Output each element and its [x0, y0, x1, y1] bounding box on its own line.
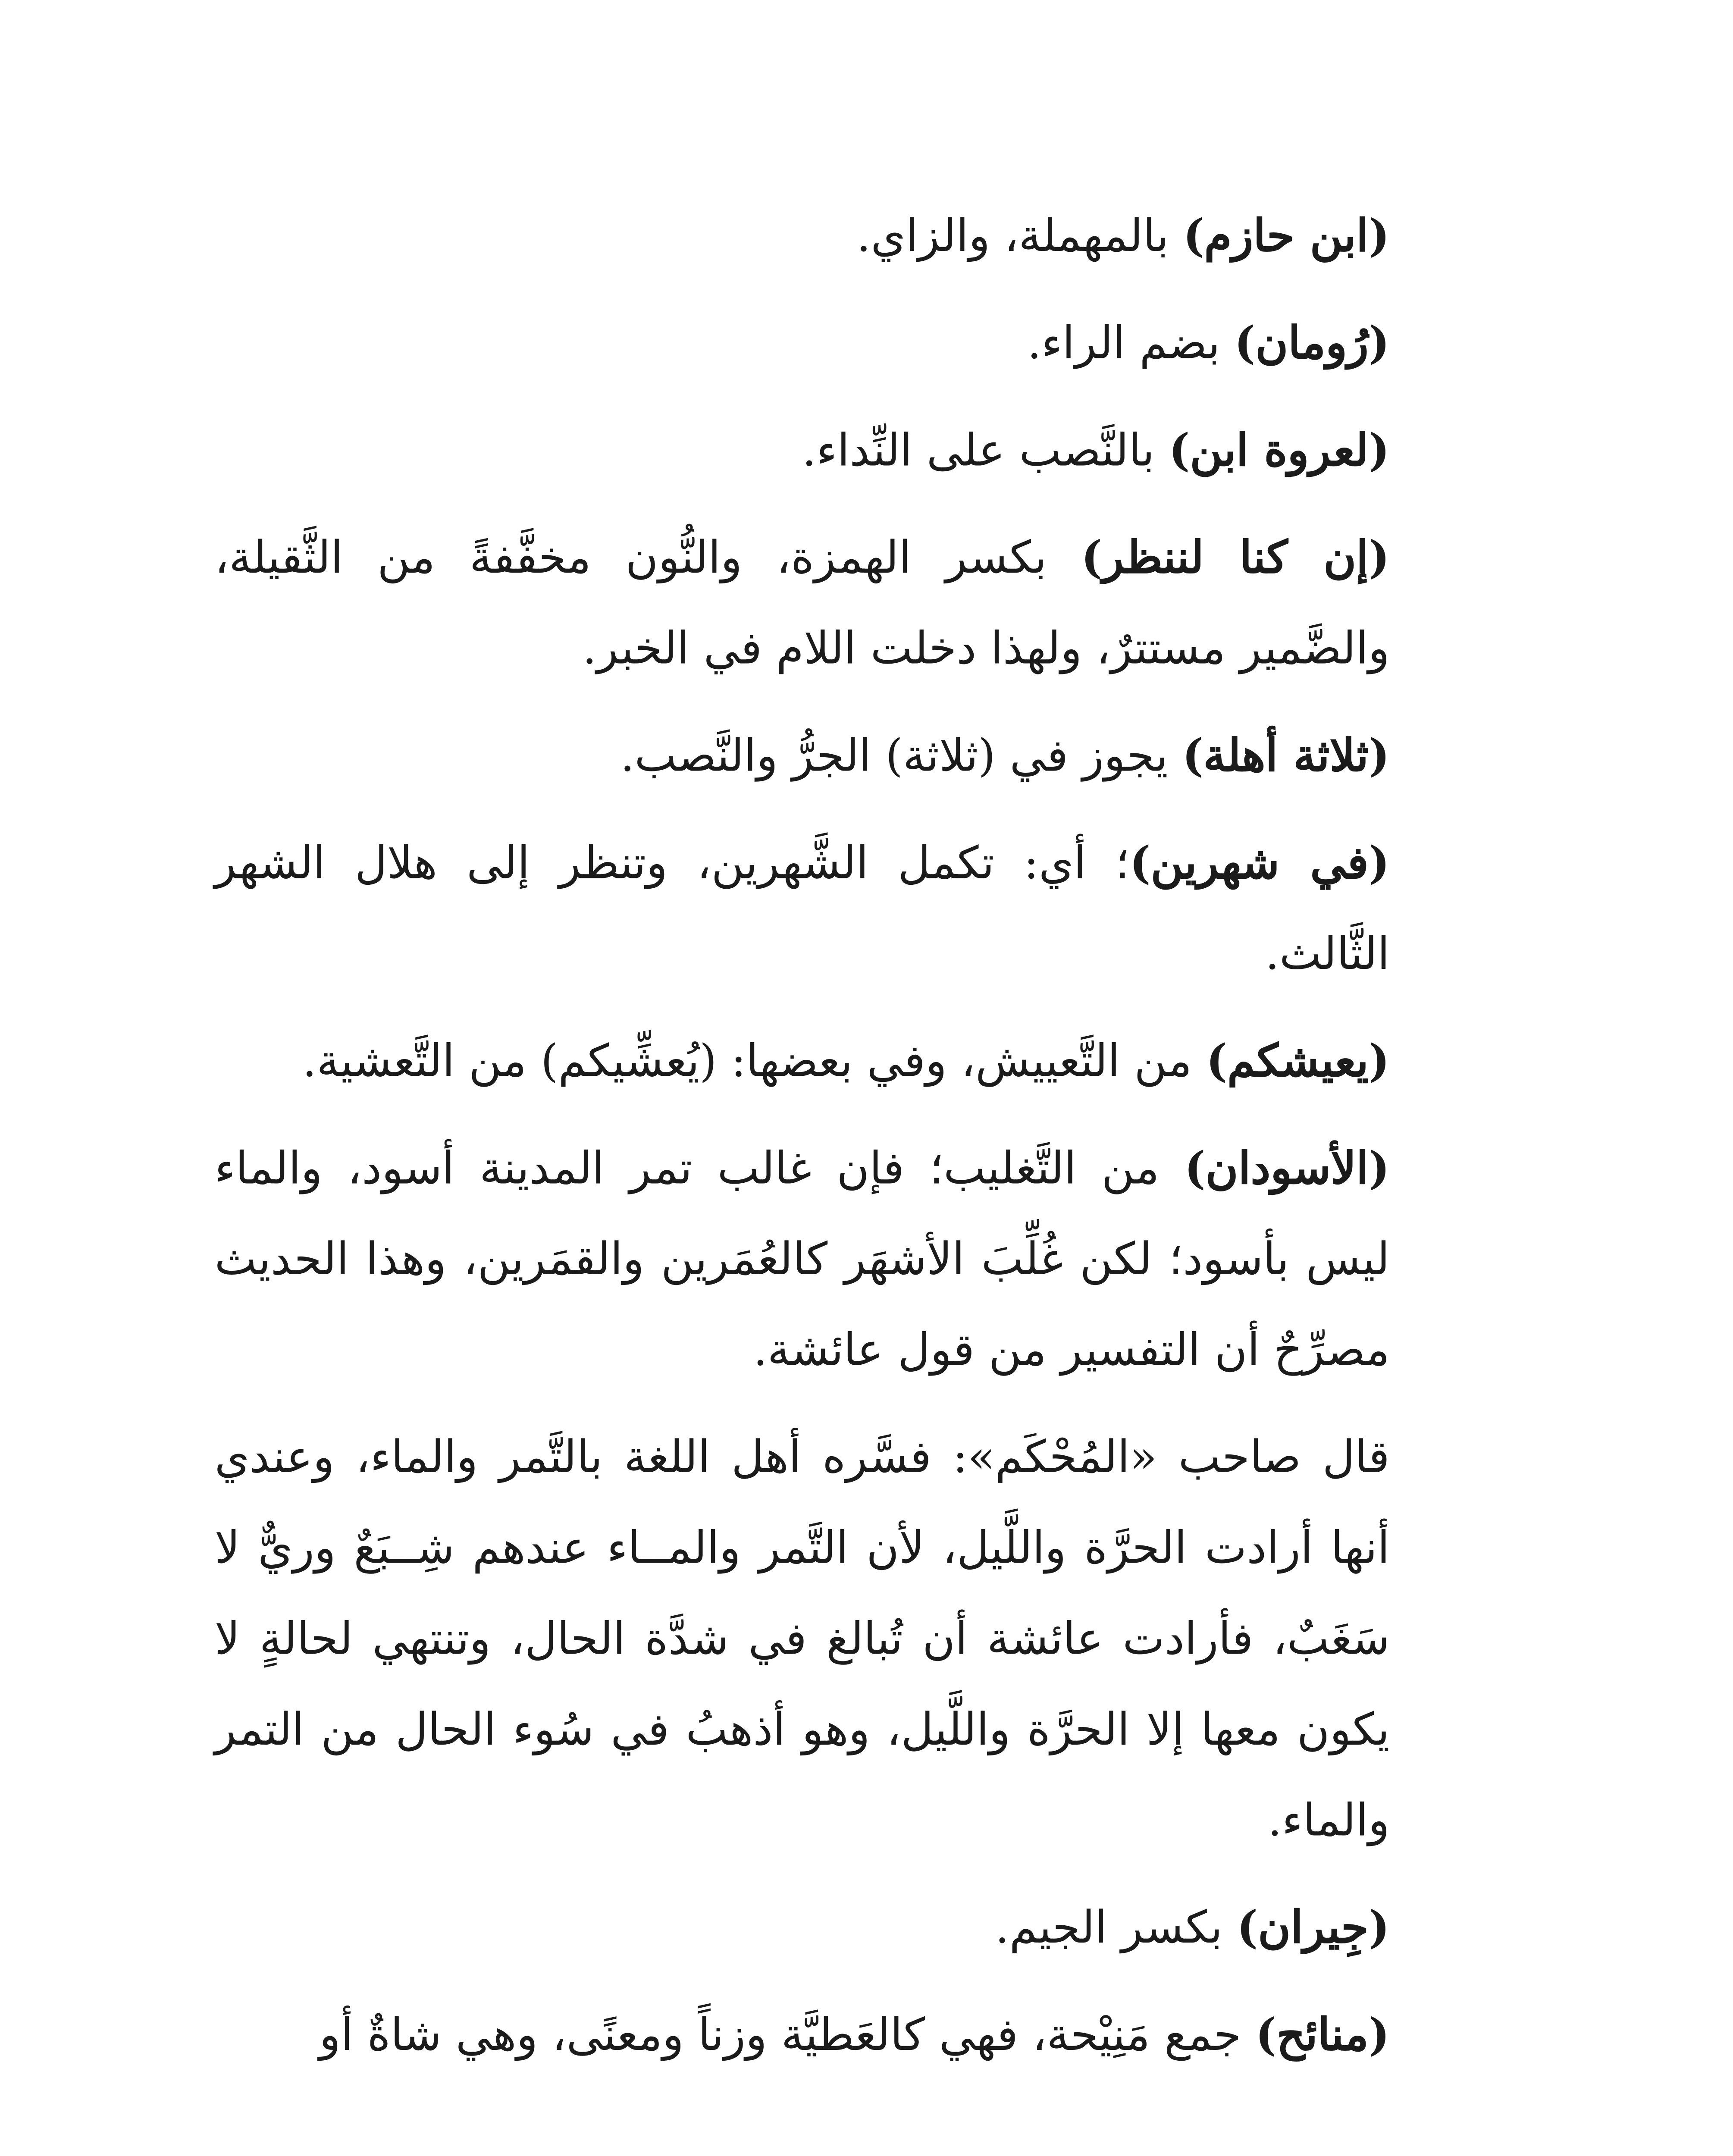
entry-text: بكسر الهمزة، والنُّون مخفَّفةً من الثَّقيلة، والضَّمير مستترٌ، ولهذا دخلت اللام في الخبر. [214, 533, 1390, 675]
entry-term: (الأسودان) [1184, 1144, 1390, 1195]
entry-manaih [215, 1990, 1390, 2081]
entry-text: قال صاحب «المُحْكَم»: فسَّره أهل اللغة بالتَّمر والماء، وعندي أنها أرادت الحرَّة واللَّيل، لأن التَّمر والمــاء عندهم شِــبَعٌ وريٌّ لا سَغَبٌ، فأرادت عائشة أن تُبالغ في شدَّة الحال، وتنتهي لحالةٍ لا يكون معها إلا الحرَّة واللَّيل، وهو أذهبُ في سُوء الحال من التمر والماء. [214, 1432, 1390, 1847]
entry-text: من التَّغليب؛ فإن غالب تمر المدينة أسود، والماء ليس بأسود؛ لكن غُلِّبَ الأشهَر كالعُمَرين والقمَرين، وهذا الحديث مصرِّحٌ أن التفسير من قول عائشة. [214, 1144, 1390, 1377]
entry-text: بالمهملة، والزاي. [856, 211, 1183, 263]
entry-term: (منائح) [1255, 2010, 1390, 2062]
entry-ibn-hazim [215, 191, 1390, 282]
entry-text: جمع مَنِيْحة، فهي كالعَطيَّة وزناً ومعنًى، وهي شاةٌ أو [319, 2010, 1256, 2062]
entry-yuayyishukum [215, 1017, 1390, 1108]
entry-text: يجوز في (ثلاثة) الجرُّ والنَّصب. [620, 731, 1182, 783]
entry-text: بالنَّصب على النِّداء. [802, 426, 1169, 477]
entry-term: (يعيشكم) [1206, 1036, 1390, 1088]
entry-text: من التَّعييش، وفي بعضها: (يُعشِّيكم) من التَّعشية. [302, 1036, 1207, 1088]
entry-term: (إن كنا لننظر) [1081, 533, 1390, 584]
entry-term: (رُومان) [1234, 318, 1390, 370]
entry-term: (في شهرين) [1129, 838, 1390, 890]
entry-in-kunna [215, 513, 1390, 695]
entry-text: بكسر الجيم. [995, 1903, 1237, 1954]
entry-al-aswadan [215, 1124, 1390, 1397]
commentary-body [215, 191, 1390, 2098]
entry-thalatha-ahilla [215, 711, 1390, 802]
entry-fi-shahrayn [215, 818, 1390, 1000]
entry-jiran [215, 1883, 1390, 1974]
entry-muhkam-quote [215, 1413, 1390, 1867]
entry-li-urwa [215, 406, 1390, 497]
entry-term: (جِيران) [1237, 1903, 1390, 1954]
entry-text: ؛ أي: تكمل الشَّهرين، وتنظر إلى هلال الشهر الثَّالث. [214, 838, 1390, 981]
entry-ruman [215, 299, 1390, 390]
entry-term: (ثلاثة أهلة) [1182, 731, 1390, 783]
entry-term: (لعروة ابن) [1169, 426, 1390, 477]
entry-text: بضم الراء. [1027, 318, 1235, 370]
entry-term: (ابن حازم) [1183, 211, 1390, 263]
